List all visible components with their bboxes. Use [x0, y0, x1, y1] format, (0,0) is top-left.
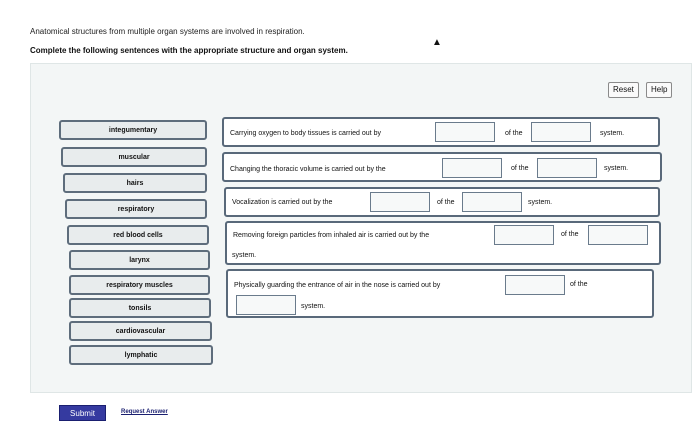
structure-drop-target[interactable]	[370, 192, 430, 212]
chip-hairs[interactable]: hairs	[63, 173, 207, 193]
reset-button[interactable]: Reset	[608, 82, 639, 98]
system-drop-target[interactable]	[537, 158, 597, 178]
sentence-text: system.	[600, 130, 625, 137]
sentence-text: Carrying oxygen to body tissues is carried out by	[230, 130, 381, 137]
sentence-text: of the	[505, 130, 523, 137]
chip-respiratory[interactable]: respiratory	[65, 199, 207, 219]
chip-integumentary[interactable]: integumentary	[59, 120, 207, 140]
chip-cardiovascular[interactable]: cardiovascular	[69, 321, 212, 341]
sentence-text: Physically guarding the entrance of air in the nose is carried out by	[234, 282, 441, 289]
sentence-text: system.	[232, 252, 257, 259]
request-answer-link[interactable]: Request Answer	[121, 409, 168, 415]
chip-lymphatic[interactable]: lymphatic	[69, 345, 213, 365]
structure-drop-target[interactable]	[494, 225, 554, 245]
sentence-row	[222, 117, 660, 147]
system-drop-target[interactable]	[531, 122, 591, 142]
chip-red-blood-cells[interactable]: red blood cells	[67, 225, 209, 245]
mouse-cursor-icon: ▲	[432, 37, 442, 48]
sentence-text: Removing foreign particles from inhaled air is carried out by the	[233, 232, 430, 239]
submit-button[interactable]: Submit	[59, 405, 106, 421]
system-drop-target[interactable]	[588, 225, 648, 245]
chip-respiratory-muscles[interactable]: respiratory muscles	[69, 275, 210, 295]
sentence-text: system.	[301, 303, 326, 310]
sentence-text: Vocalization is carried out by the	[232, 199, 333, 206]
question-intro: Anatomical structures from multiple organ systems are involved in respiration.	[30, 27, 305, 36]
sentence-text: of the	[570, 281, 588, 288]
question-instruction: Complete the following sentences with the appropriate structure and organ system.	[30, 46, 348, 55]
sentence-text: of the	[511, 165, 529, 172]
structure-drop-target[interactable]	[442, 158, 502, 178]
system-drop-target[interactable]	[236, 295, 296, 315]
chip-muscular[interactable]: muscular	[61, 147, 207, 167]
help-button[interactable]: Help	[646, 82, 672, 98]
sentence-row	[226, 269, 654, 318]
sentence-text: of the	[437, 199, 455, 206]
sentence-row	[225, 221, 661, 265]
sentence-text: of the	[561, 231, 579, 238]
sentence-text: system.	[604, 165, 629, 172]
chip-larynx[interactable]: larynx	[69, 250, 210, 270]
chip-tonsils[interactable]: tonsils	[69, 298, 211, 318]
sentence-row	[224, 187, 660, 217]
sentence-text: system.	[528, 199, 553, 206]
structure-drop-target[interactable]	[435, 122, 495, 142]
sentence-row	[222, 152, 662, 182]
system-drop-target[interactable]	[462, 192, 522, 212]
sentence-text: Changing the thoracic volume is carried out by the	[230, 166, 386, 173]
structure-drop-target[interactable]	[505, 275, 565, 295]
